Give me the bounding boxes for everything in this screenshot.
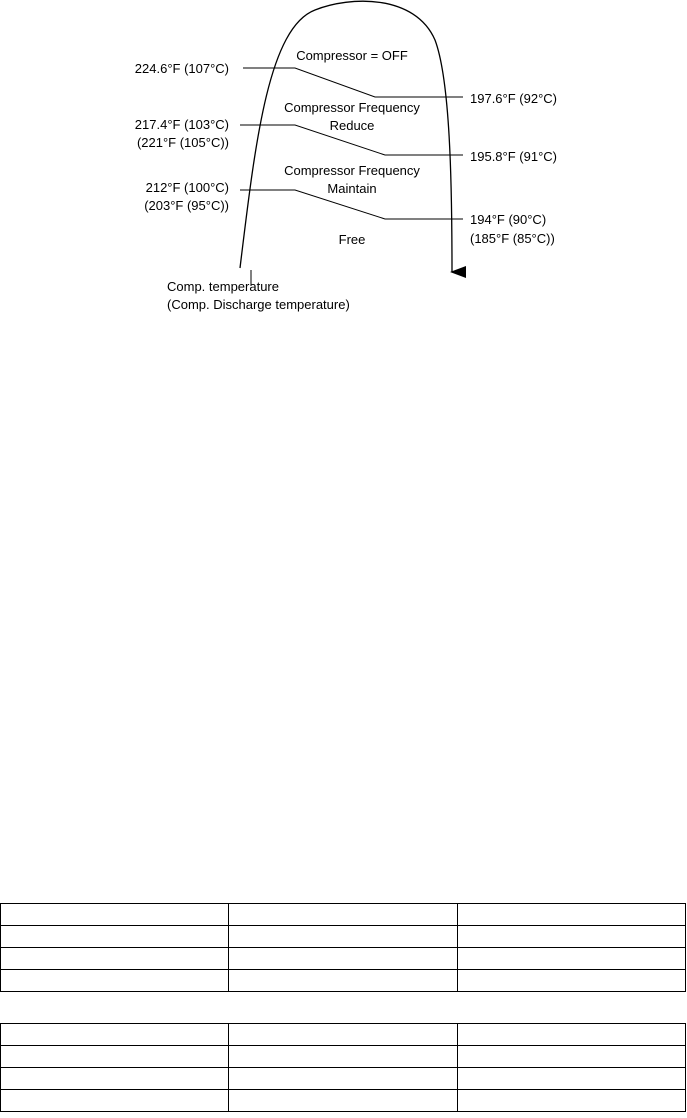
left-threshold-off: 224.6°F (107°C) <box>134 61 229 76</box>
left-threshold-maintain-line2: (203°F (95°C)) <box>144 198 229 213</box>
table-cell <box>457 904 685 926</box>
right-threshold-reduce: 195.8°F (91°C) <box>470 149 557 164</box>
table-cell <box>457 1068 685 1090</box>
left-threshold-reduce-line2: (221°F (105°C)) <box>136 135 229 150</box>
table-cell <box>1 1068 229 1090</box>
right-threshold-maintain-line2: (185°F (85°C)) <box>470 231 555 246</box>
threshold-line-off <box>243 68 463 97</box>
curve-label-line2: (Comp. Discharge temperature) <box>167 297 350 312</box>
table-row <box>1 1090 686 1112</box>
table-cell <box>457 948 685 970</box>
table-cell <box>1 1090 229 1112</box>
right-threshold-maintain-line1: 194°F (90°C) <box>470 212 547 227</box>
table-cell <box>229 1090 457 1112</box>
left-threshold-maintain-line1: 212°F (100°C) <box>145 180 229 195</box>
table-cell <box>229 1046 457 1068</box>
zone-reduce-label-line1: Compressor Frequency <box>284 100 420 115</box>
data-table-1 <box>0 903 686 992</box>
table-cell <box>457 926 685 948</box>
right-threshold-off: 197.6°F (92°C) <box>470 91 557 106</box>
table-row <box>1 926 686 948</box>
table-cell <box>1 970 229 992</box>
table-cell <box>229 970 457 992</box>
data-table-2 <box>0 1023 686 1112</box>
zone-reduce-label-line2: Reduce <box>329 118 375 133</box>
table-cell <box>457 1046 685 1068</box>
table-row <box>1 970 686 992</box>
table-cell <box>1 948 229 970</box>
compressor-temperature-diagram <box>0 0 687 330</box>
curve-label-line1: Comp. temperature <box>167 279 279 294</box>
table-cell <box>229 926 457 948</box>
table-cell <box>1 926 229 948</box>
table-cell <box>457 1024 685 1046</box>
table-cell <box>1 1046 229 1068</box>
zone-off-label: Compressor = OFF <box>296 48 408 63</box>
table-cell <box>1 904 229 926</box>
table-row <box>1 948 686 970</box>
zone-free-label: Free <box>338 232 366 247</box>
table-cell <box>457 970 685 992</box>
zone-maintain-label-line2: Maintain <box>327 181 377 196</box>
table-row <box>1 1024 686 1046</box>
table-row <box>1 1068 686 1090</box>
left-threshold-reduce-line1: 217.4°F (103°C) <box>134 117 229 132</box>
zone-maintain-label-line1: Compressor Frequency <box>284 163 420 178</box>
table-cell <box>229 904 457 926</box>
table-cell <box>229 948 457 970</box>
table-cell <box>229 1024 457 1046</box>
table-row <box>1 904 686 926</box>
table-cell <box>229 1068 457 1090</box>
table-cell <box>1 1024 229 1046</box>
table-row <box>1 1046 686 1068</box>
table-cell <box>457 1090 685 1112</box>
